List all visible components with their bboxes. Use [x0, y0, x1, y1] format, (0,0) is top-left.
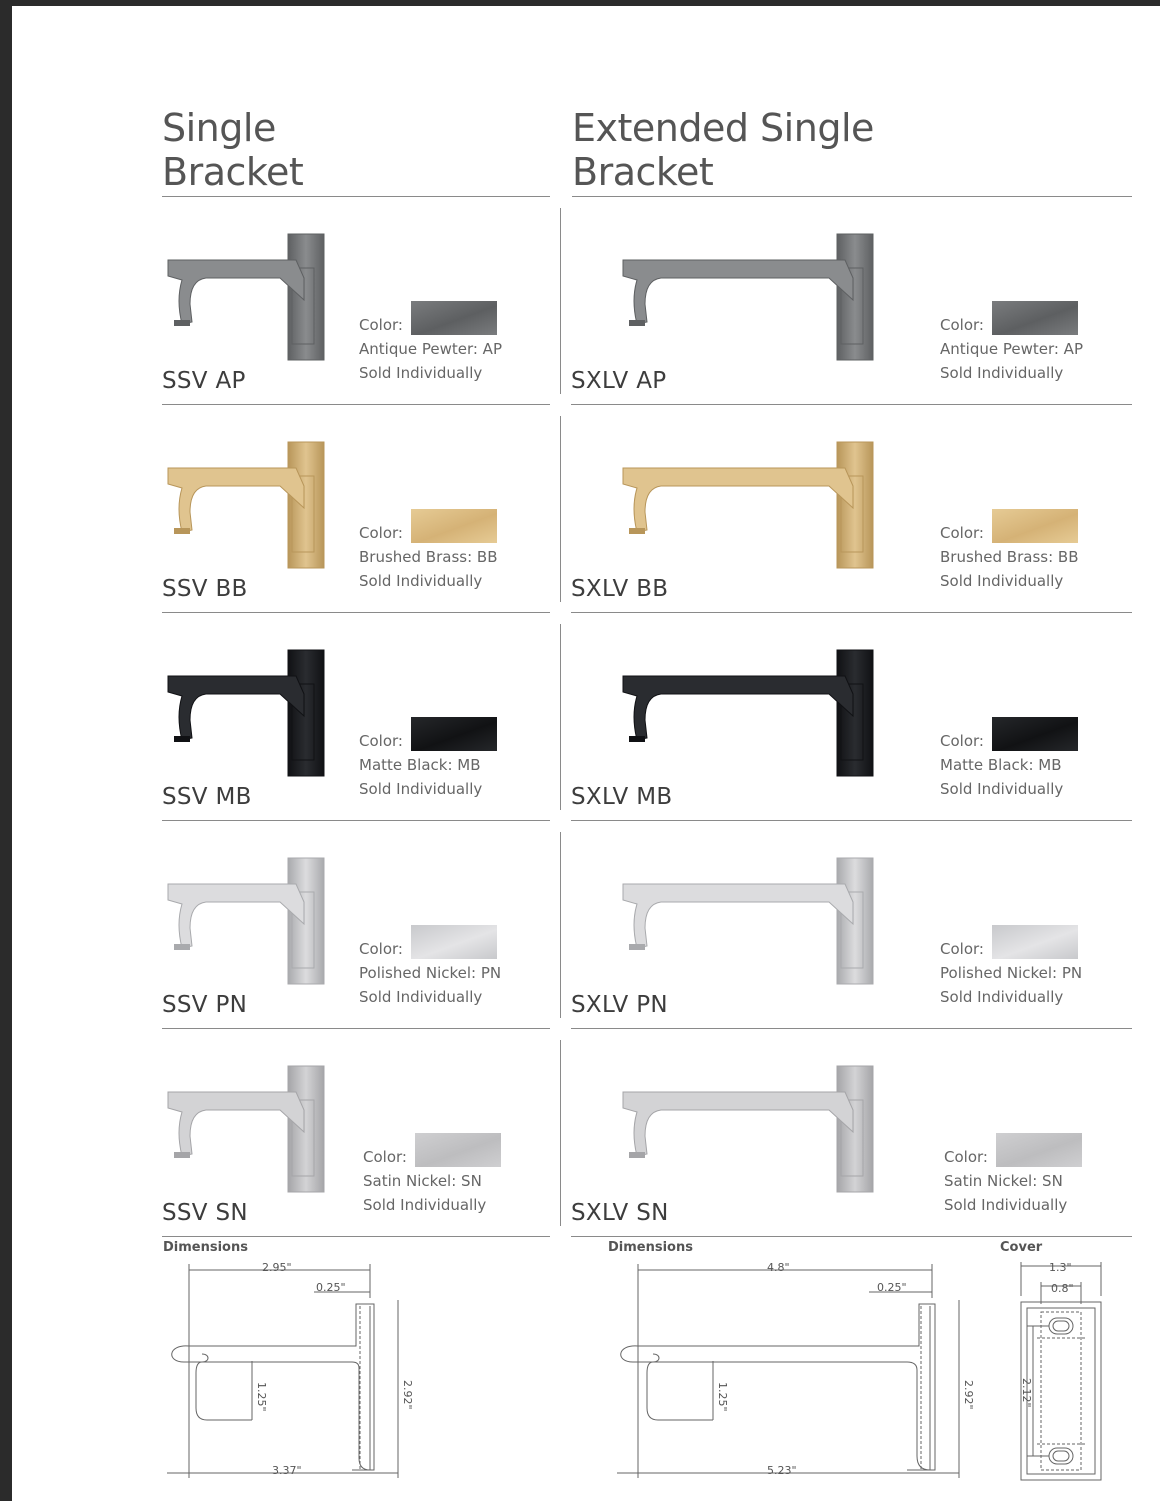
sold-individually-label: Sold Individually	[359, 780, 483, 798]
sold-individually-label: Sold Individually	[940, 988, 1064, 1006]
color-label: Color:	[359, 316, 403, 334]
extended-bracket-image	[617, 648, 875, 784]
extended-product-cell	[571, 830, 1132, 1037]
color-info	[359, 729, 482, 801]
cover-outer: 1.3"	[1049, 1261, 1072, 1274]
color-info	[940, 729, 1063, 801]
row-divider	[162, 612, 550, 613]
dim-top: 2.95"	[262, 1261, 292, 1274]
color-info	[359, 313, 502, 385]
product-image	[162, 440, 326, 580]
heading-line: Single	[162, 106, 276, 150]
color-info	[944, 1145, 1067, 1217]
single-product-cell	[162, 830, 550, 1037]
cover-label: Cover	[1000, 1240, 1043, 1255]
row-divider	[162, 820, 550, 821]
color-name: Antique Pewter: AP	[940, 340, 1083, 358]
row-divider	[162, 1028, 550, 1029]
dimensions-label: Dimensions	[163, 1240, 248, 1255]
sold-individually-label: Sold Individually	[359, 988, 483, 1006]
color-label: Color:	[940, 316, 984, 334]
cover-dimension-drawing	[997, 1256, 1117, 1486]
color-label: Color:	[940, 524, 984, 542]
row-divider	[162, 1236, 550, 1237]
extended-product-cell	[571, 622, 1132, 829]
cover-height: 2.12"	[1020, 1378, 1033, 1408]
product-code: SXLV AP	[571, 368, 667, 394]
color-label: Color:	[363, 1148, 407, 1166]
single-product-cell	[162, 622, 550, 829]
color-info	[359, 937, 501, 1009]
product-code: SSV PN	[162, 992, 248, 1018]
color-info	[940, 521, 1079, 593]
color-name: Brushed Brass: BB	[359, 548, 498, 566]
extended-bracket-image	[617, 1064, 875, 1200]
column-divider	[560, 1040, 561, 1226]
dim-bottom: 5.23"	[767, 1464, 797, 1477]
product-code: SSV BB	[162, 576, 248, 602]
product-image	[617, 1064, 875, 1204]
product-image	[617, 856, 875, 996]
product-code: SXLV MB	[571, 784, 673, 810]
extended-product-cell	[571, 206, 1132, 413]
sold-individually-label: Sold Individually	[359, 364, 483, 382]
row-divider	[571, 820, 1132, 821]
extended-dimension-drawing	[607, 1258, 977, 1486]
color-name: Matte Black: MB	[359, 756, 481, 774]
product-code: SXLV PN	[571, 992, 668, 1018]
heading-line: Bracket	[162, 150, 304, 194]
heading-divider	[162, 196, 550, 197]
dim-top: 4.8"	[767, 1261, 790, 1274]
color-label: Color:	[359, 732, 403, 750]
color-name: Satin Nickel: SN	[944, 1172, 1063, 1190]
row-divider	[571, 612, 1132, 613]
extended-product-cell	[571, 414, 1132, 621]
extended-bracket-image	[617, 232, 875, 368]
sold-individually-label: Sold Individually	[940, 364, 1064, 382]
single-dimension-drawing	[162, 1258, 412, 1486]
color-info	[940, 313, 1083, 385]
color-label: Color:	[359, 524, 403, 542]
color-name: Brushed Brass: BB	[940, 548, 1079, 566]
dim-plate: 0.25"	[877, 1281, 907, 1294]
product-image	[162, 232, 326, 372]
product-image	[162, 1064, 326, 1204]
row-divider	[162, 404, 550, 405]
single-product-cell	[162, 414, 550, 621]
dim-hook: 1.25"	[255, 1382, 268, 1412]
color-name: Matte Black: MB	[940, 756, 1062, 774]
single-product-cell	[162, 1038, 550, 1245]
color-info	[359, 521, 498, 593]
dim-height: 2.92"	[401, 1380, 414, 1410]
sold-individually-label: Sold Individually	[359, 572, 483, 590]
product-image	[617, 440, 875, 580]
extended-bracket-image	[617, 440, 875, 576]
single-bracket-image	[162, 1064, 326, 1200]
single-bracket-image	[162, 232, 326, 368]
color-name: Polished Nickel: PN	[359, 964, 502, 982]
color-label: Color:	[944, 1148, 988, 1166]
single-bracket-image	[162, 648, 326, 784]
product-code: SXLV BB	[571, 576, 669, 602]
column-divider	[560, 624, 561, 810]
dim-hook: 1.25"	[716, 1382, 729, 1412]
color-name: Satin Nickel: SN	[363, 1172, 482, 1190]
product-code: SXLV SN	[571, 1200, 669, 1226]
product-image	[617, 648, 875, 788]
product-image	[162, 856, 326, 996]
row-divider	[571, 1236, 1132, 1237]
dim-bottom: 3.37"	[272, 1464, 302, 1477]
catalog-page	[12, 6, 1160, 1501]
sold-individually-label: Sold Individually	[944, 1196, 1068, 1214]
column-divider	[560, 208, 561, 394]
sold-individually-label: Sold Individually	[363, 1196, 487, 1214]
color-label: Color:	[359, 940, 403, 958]
column-divider	[560, 832, 561, 1018]
column-divider	[560, 416, 561, 602]
extended-product-cell	[571, 1038, 1132, 1245]
sold-individually-label: Sold Individually	[940, 780, 1064, 798]
color-name: Antique Pewter: AP	[359, 340, 502, 358]
color-label: Color:	[940, 732, 984, 750]
color-info	[940, 937, 1082, 1009]
heading-divider	[572, 196, 1132, 197]
dim-height: 2.92"	[962, 1380, 975, 1410]
extended-bracket-heading	[572, 106, 874, 194]
dim-plate: 0.25"	[316, 1281, 346, 1294]
extended-bracket-image	[617, 856, 875, 992]
product-code: SSV AP	[162, 368, 246, 394]
color-info	[363, 1145, 486, 1217]
row-divider	[571, 404, 1132, 405]
heading-line: Bracket	[572, 150, 714, 194]
single-bracket-image	[162, 440, 326, 576]
product-code: SSV MB	[162, 784, 252, 810]
sold-individually-label: Sold Individually	[940, 572, 1064, 590]
cover-inner: 0.8"	[1051, 1282, 1074, 1295]
color-name: Polished Nickel: PN	[940, 964, 1083, 982]
dimensions-label: Dimensions	[608, 1240, 693, 1255]
heading-line: Extended Single	[572, 106, 874, 150]
product-code: SSV SN	[162, 1200, 248, 1226]
single-bracket-image	[162, 856, 326, 992]
single-bracket-heading	[162, 106, 303, 194]
row-divider	[571, 1028, 1132, 1029]
single-product-cell	[162, 206, 550, 413]
color-label: Color:	[940, 940, 984, 958]
product-image	[617, 232, 875, 372]
product-image	[162, 648, 326, 788]
